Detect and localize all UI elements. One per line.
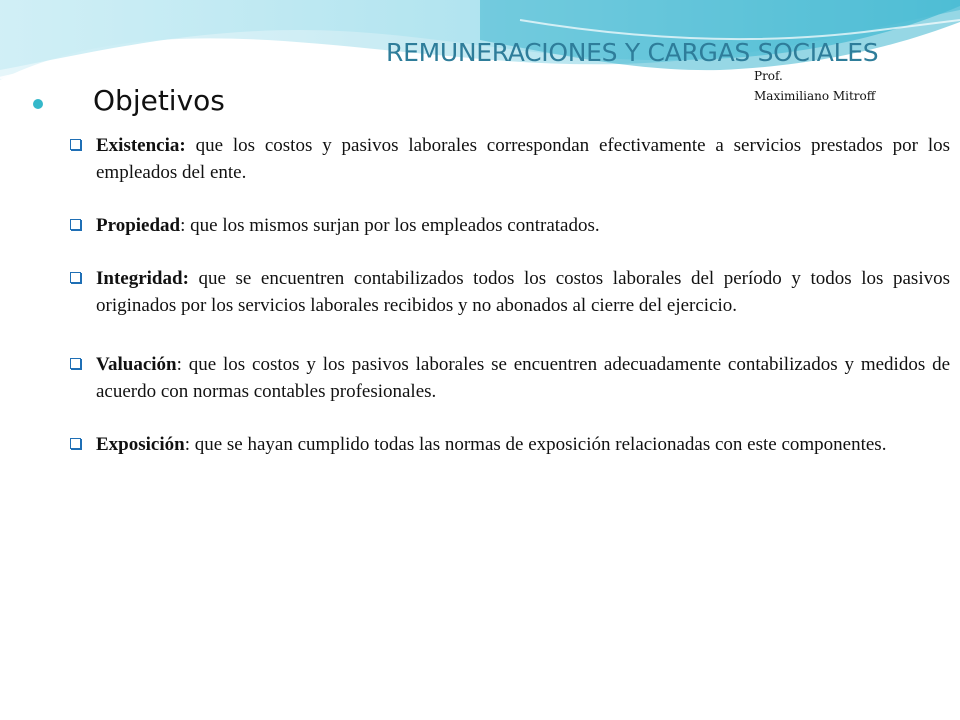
bullet-dot-icon <box>33 99 43 109</box>
checkbox-bullet-icon <box>70 219 81 230</box>
list-item <box>70 212 950 239</box>
item-term: Exposición <box>96 434 185 455</box>
list-item-text <box>96 431 950 458</box>
list-item-text <box>96 265 950 319</box>
item-description: : que los costos y los pasivos laborales se encuentren adecuadamente contabilizados y medidos de acuerdo con normas contables profesionales. <box>96 354 950 402</box>
list-item <box>70 132 950 186</box>
author-line-prof: Prof. <box>754 69 783 83</box>
objectives-list <box>70 132 950 484</box>
item-description: que se encuentren contabilizados todos los costos laborales del período y todos los pasivos originados por los servicios laborales recibidos y no abonados al cierre del ejercicio. <box>96 268 950 316</box>
checkbox-bullet-icon <box>70 272 81 283</box>
list-item-text <box>96 132 950 186</box>
section-heading: Objetivos <box>93 84 225 117</box>
item-term: Integridad: <box>96 268 189 289</box>
list-item <box>70 351 950 405</box>
item-description: : que se hayan cumplido todas las normas de exposición relacionadas con este componentes. <box>184 434 887 455</box>
checkbox-bullet-icon <box>70 358 81 369</box>
author-line-name: Maximiliano Mitroff <box>754 89 876 103</box>
item-term: Valuación <box>96 354 177 375</box>
item-description: : que los mismos surjan por los empleados contratados. <box>180 215 600 236</box>
item-description: que los costos y pasivos laborales correspondan efectivamente a servicios prestados por los empleados del ente. <box>96 135 950 183</box>
checkbox-bullet-icon <box>70 139 81 150</box>
list-item <box>70 431 950 458</box>
slide-title: REMUNERACIONES Y CARGAS SOCIALES <box>386 38 879 67</box>
checkbox-bullet-icon <box>70 438 81 449</box>
author-info <box>754 66 954 106</box>
item-term: Existencia: <box>96 135 186 156</box>
item-term: Propiedad <box>96 215 181 236</box>
list-item-text <box>96 212 950 239</box>
list-item-text <box>96 351 950 405</box>
list-item <box>70 265 950 319</box>
